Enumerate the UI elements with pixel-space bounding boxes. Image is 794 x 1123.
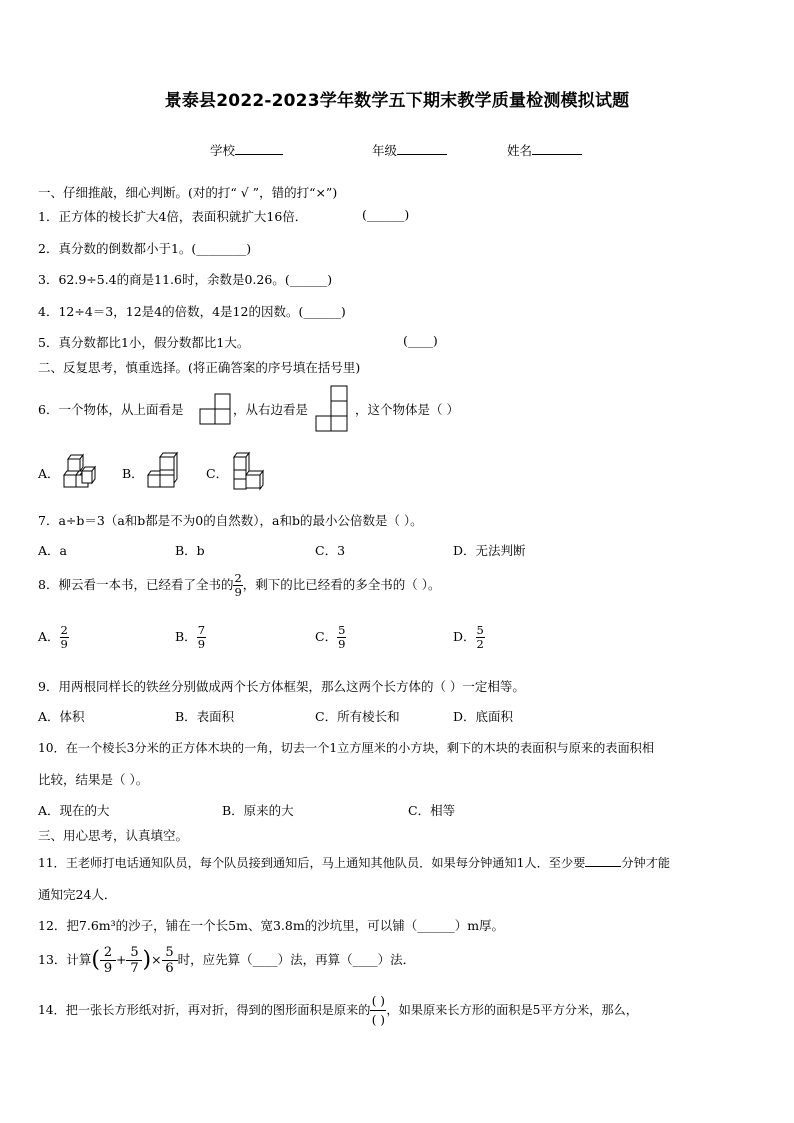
q5-text: 5．真分数都比1小，假分数都比1大。 [38,335,250,350]
q7-option-b[interactable]: B．b [175,543,205,558]
grade-blank[interactable] [397,142,447,155]
question-14 [38,990,638,1030]
q4-answer[interactable]: (______) [298,304,346,319]
school-field[interactable] [210,141,283,159]
question-4 [38,302,346,320]
q6-option-c-cubes[interactable] [230,451,268,491]
q8-option-b[interactable]: B． $\frac{7}{9}$ [175,623,206,651]
q11-text-b: 分钟才能 [621,856,671,870]
question-12: 12．把7.6m³的沙子，铺在一个长5m、宽3.8m的沙坑里，可以铺（______）m厚。 [38,918,505,933]
q2-answer[interactable]: (________) [191,241,252,256]
q11-answer-blank[interactable] [585,854,621,867]
name-blank[interactable] [532,142,582,155]
question-5 [38,333,249,351]
name-label: 姓名 [507,143,533,158]
q6-option-b-cubes[interactable] [146,451,182,491]
q9-option-a[interactable]: A．体积 [38,709,85,724]
grade-label: 年级 [372,143,398,158]
question-9: 9．用两根同样长的铁丝分别做成两个长方体框架，那么这两个长方体的（ ）一定相等。 [38,679,525,694]
q8-fraction: $\frac{2}{9}$ [234,571,242,599]
q6-option-a-cubes[interactable] [62,453,96,491]
q10-option-a[interactable]: A．现在的大 [38,803,110,818]
q3-answer[interactable]: (______) [284,272,333,287]
q1-text: 1．正方体的棱长扩大4倍，表面积就扩大16倍． [38,209,308,224]
q13-fraction-3: $\frac{5}{6}$ [162,945,178,976]
q6-option-a-label[interactable]: A． [38,466,60,481]
question-6-text-c: ，这个物体是（ ） [355,402,459,417]
q6-right-view-figure [315,385,351,433]
q13-text-b: 时，应先算（____）法，再算（____）法． [177,952,416,967]
q9-option-c[interactable]: C．所有棱长和 [315,709,400,724]
q3-text: 3．62.9÷5.4的商是11.6时，余数是0.26。 [38,272,285,287]
q10-option-c[interactable]: C．相等 [408,803,456,818]
q14-fraction-blank[interactable]: $\frac{( )}{( )}$ [371,994,385,1027]
name-field[interactable] [507,141,582,159]
q13-fraction-2: $\frac{5}{7}$ [126,945,142,976]
question-11-line1 [38,854,670,871]
question-1 [38,207,307,225]
page-title: 景泰县2022-2023学年数学五下期末教学质量检测模拟试题 [164,91,630,111]
q9-option-b[interactable]: B．表面积 [175,709,235,724]
q6-option-b-label[interactable]: B． [122,466,144,481]
section2-heading: 二、反复思考，慎重选择。(将正确答案的序号填在括号里) [38,360,361,375]
question-10-line1: 10．在一个棱长3分米的正方体木块的一角，切去一个1立方厘米的小方块，剩下的木块的表面积与原来的表面积相 [38,741,655,755]
grade-field[interactable] [372,141,447,159]
q7-option-d[interactable]: D．无法判断 [453,543,526,558]
q13-fraction-1: $\frac{2}{9}$ [100,945,116,976]
q10-option-b[interactable]: B．原来的大 [222,803,294,818]
q8-option-a[interactable]: A． $\frac{2}{9}$ [38,623,68,651]
question-7: 7．a÷b＝3（a和b都是不为0的自然数），a和b的最小公倍数是（ ）。 [38,513,423,528]
q8-option-d[interactable]: D． $\frac{5}{2}$ [453,623,484,651]
q13-text-a: 13．计算 [38,952,92,967]
q8-text-b: ，剩下的比已经看的多全书的（ ）。 [242,577,441,592]
q14-text-a: 14．把一张长方形纸对折，再对折，得到的图形面积是原来的 [38,1003,371,1017]
q8-text-a: 8．柳云看一本书，已经看了全书的 [38,577,234,592]
q6-top-view-figure [199,393,233,425]
q7-option-c[interactable]: C．3 [315,543,346,558]
question-11-line2: 通知完24人． [38,887,117,902]
q14-text-b: ，如果原来长方形的面积是5平方分米，那么， [386,1003,638,1017]
question-10-line2: 比较，结果是（ ）。 [38,772,149,787]
q5-answer[interactable]: (____) [403,333,438,348]
question-6-text-a: 6．一个物体，从上面看是 [38,402,184,417]
question-2 [38,239,251,257]
question-6-text-b: ，从右边看是 [233,402,309,417]
school-label: 学校 [210,143,236,158]
q7-option-a[interactable]: A．a [38,543,67,558]
question-13: 13．计算( $\frac{2}{9}$ + $\frac{5}{7}$ )× $\frac{5}{6}$ 时，应先算（____）法，再算（____）法． [38,945,416,976]
section1-heading: 一、仔细推敲，细心判断。(对的打“ √ ”，错的打“×”) [38,185,338,200]
question-8 [38,568,441,602]
q11-text-a: 11．王老师打电话通知队员，每个队员接到通知后，马上通知其他队员．如果每分钟通知1人．至少要 [38,856,586,870]
q8-option-c[interactable]: C． $\frac{5}{9}$ [315,623,346,651]
school-blank[interactable] [235,142,283,155]
section3-heading: 三、用心思考，认真填空。 [38,828,189,843]
q1-answer[interactable]: (______) [362,207,410,222]
q6-option-c-label[interactable]: C． [206,466,229,481]
question-3 [38,270,332,288]
q2-text: 2．真分数的倒数都小于1。 [38,241,192,256]
q9-option-d[interactable]: D．底面积 [453,709,514,724]
q4-text: 4．12÷4＝3，12是4的倍数，4是12的因数。 [38,304,299,319]
